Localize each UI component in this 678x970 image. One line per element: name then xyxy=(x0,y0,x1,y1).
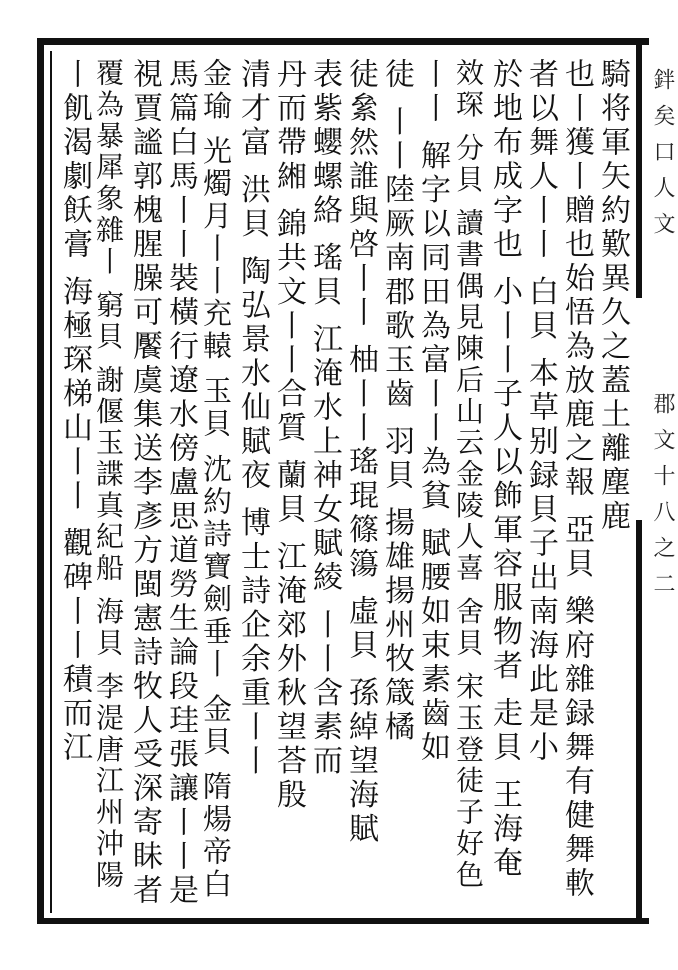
margin-note-top: 鉡矣口人文 xyxy=(650,68,675,248)
text-column-6: 丨丨 解字以同田為富丨丨為貧 賦腰如束素齒如 xyxy=(415,58,450,766)
text-column-8: 徒絫然誰與啓丨丨 柚丨丨瑤琨篠簜 虛貝 孫綽望海賦 xyxy=(343,58,378,847)
text-column-9: 表紫蠳螺絡 瑤貝 江淹水上神女賦綾 丨丨含素而 xyxy=(307,58,342,779)
text-column-5: 效琛 分貝 讀書偶見陳后山云金陵人喜 舍貝 宋玉登徒子好色 xyxy=(452,58,485,892)
text-column-16: 丨飢渴劇飫膏 海極琛梯山丨丨 觀碑丨丨積而江 xyxy=(57,58,92,766)
right-border-lower xyxy=(636,520,642,924)
inner-border-rule xyxy=(50,51,52,913)
right-border-upper xyxy=(636,38,642,298)
text-column-12: 金瑜 光燭月丨丨充轅 玉貝 沈約詩寶劍垂丨 金貝 隋煬帝白 xyxy=(199,58,233,902)
text-column-1: 騎将軍矢約歎異久之蓋土離塵鹿 xyxy=(595,58,630,534)
text-column-10: 丹而帶緗 錦共文丨丨合質 蘭貝 江淹郊外秋望荅殷 xyxy=(271,58,306,813)
text-column-7: 徒 丨丨陸厥南郡歌玉齒 羽貝 揚雄揚州牧箴橘 xyxy=(379,58,414,745)
text-column-3: 者以舞人丨丨 白貝 本草别録貝子出南海此是小 xyxy=(523,58,558,766)
text-column-14: 視賈謐郭槐腥臊可饜虞集送李彥方閩憲詩牧人受深寄眛者 xyxy=(127,58,162,908)
text-column-15: 覆為暴犀象雜丨 窮貝 謝偃玉諜真紀船 海貝 李湜唐江州沖陽 xyxy=(92,58,125,892)
text-column-11: 清才富 洪貝 陶弘景水仙賦夜 博士詩企余重丨丨 xyxy=(235,58,270,779)
text-column-2: 也丨獲丨贈也始悟為放鹿之報 亞貝 樂府雜録舞有健舞軟 xyxy=(559,58,594,902)
text-column-4: 於地布成字也 小丨丨子人以飾軍容服物者 走貝 王海奄 xyxy=(487,58,522,881)
text-column-13: 馬篇白馬丨丨裝橫行遼水傍盧思道勞生論段珪張讓丨丨是 xyxy=(163,58,198,908)
margin-note-bottom: 郡文十八之二 xyxy=(650,392,675,608)
